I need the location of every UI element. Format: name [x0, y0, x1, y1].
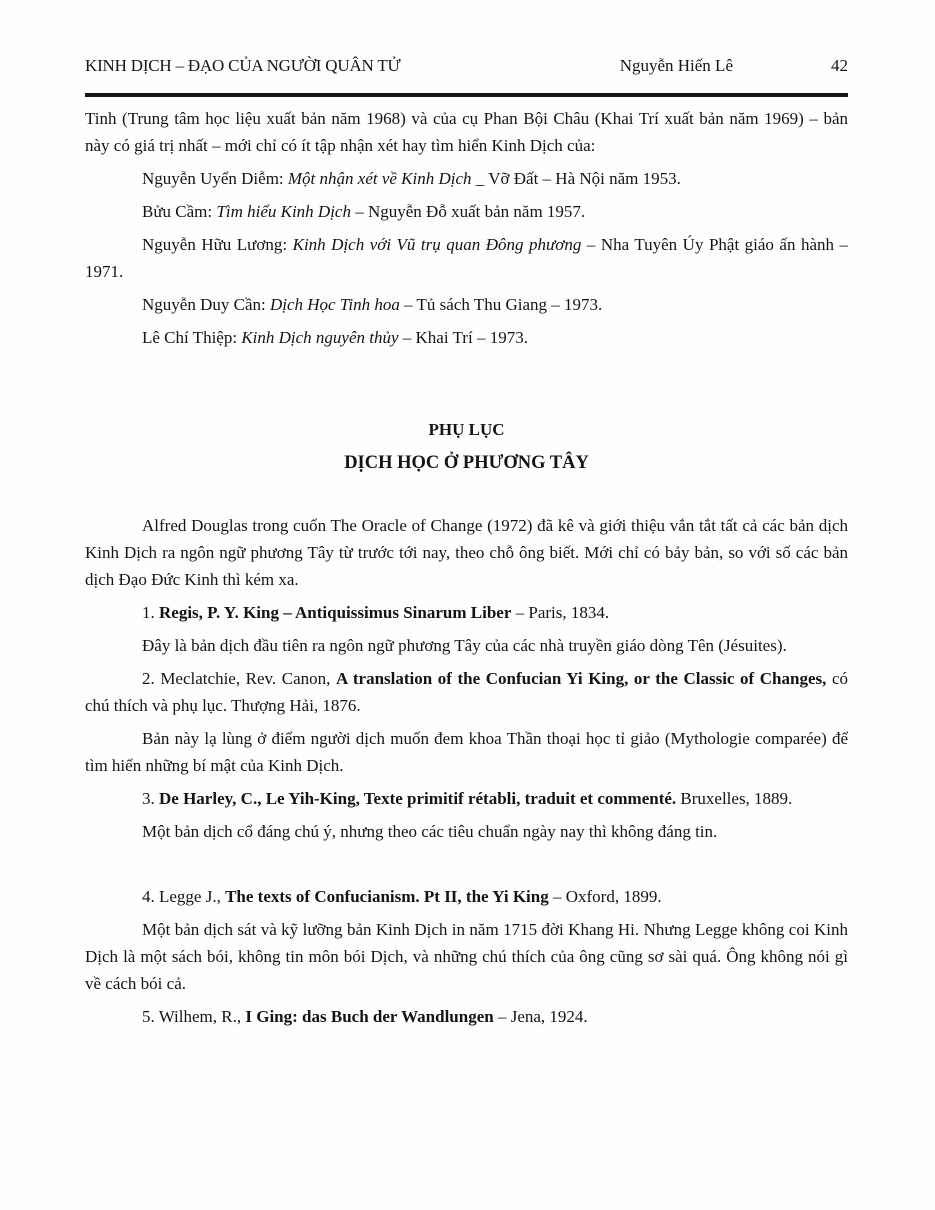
work-item [85, 324, 848, 351]
work-author: Bửu Cầm: [142, 202, 217, 221]
entry-number: 4. Legge J., [142, 887, 226, 906]
entry-imprint: có chú thích và phụ lục. Thượng Hải, 1876. [85, 669, 848, 715]
entry-number: 3. [142, 789, 159, 808]
work-title: Tìm hiểu Kinh Dịch [216, 202, 351, 221]
work-title: Kinh Dịch nguyên thủy [241, 328, 399, 347]
page-header [85, 54, 848, 78]
work-publisher: _ Vỡ Đất – Hà Nội năm 1953. [471, 169, 681, 188]
entry-title: The texts of Confucianism. Pt II, the Yi King [225, 887, 549, 906]
running-head-title: KINH DỊCH – ĐẠO CỦA NGƯỜI QUÂN TỬ [85, 56, 401, 75]
entry-imprint: – Oxford, 1899. [548, 887, 662, 906]
entry-title: De Harley, C., Le Yih-King, Texte primitif rétabli, traduit et commenté. [159, 789, 677, 808]
work-author: Nguyễn Uyển Diễm: [142, 169, 288, 188]
entry-comment: Bản này lạ lùng ở điểm người dịch muốn đem khoa Thần thoại học tỉ giảo (Mythologie comparée) để tìm hiển những bí mật của Kinh Dịch. [85, 729, 848, 775]
entry-comment: Đây là bản dịch đầu tiên ra ngôn ngữ phương Tây của các nhà truyền giáo dòng Tên (Jésuites). [142, 636, 787, 655]
bibliography-entry [85, 665, 848, 719]
entry-title: I Ging: das Buch der Wandlungen [245, 1007, 494, 1026]
work-publisher: – Nguyễn Đỗ xuất bản năm 1957. [350, 202, 586, 221]
entry-comment: Một bản dịch sát và kỹ lưỡng bản Kinh Dịch in năm 1715 đời Khang Hi. Nhưng Legge không coi Kinh Dịch là một sách bói, không tin môn bói Dịch, và những chú thích của ông cũng sơ sài quá. Ông không nói gì về cách bói cả. [85, 920, 848, 993]
appendix-subtitle: DỊCH HỌC Ở PHƯƠNG TÂY [344, 453, 589, 473]
entry-imprint: – Jena, 1924. [493, 1007, 588, 1026]
page-body [85, 105, 848, 1030]
work-item [85, 231, 848, 285]
work-item [85, 291, 848, 318]
entry-comment: Một bản dịch cổ đáng chú ý, nhưng theo các tiêu chuẩn ngày nay thì không đáng tin. [142, 822, 718, 841]
work-publisher: – Nha Tuyên Úy Phật giáo ấn hành – 1971. [85, 235, 848, 281]
entry-number: 2. Meclatchie, Rev. Canon, [142, 669, 336, 688]
entry-title: Regis, P. Y. King – Antiquissimus Sinarum Liber [159, 603, 512, 622]
work-publisher: – Tủ sách Thu Giang – 1973. [399, 295, 603, 314]
entry-imprint: Bruxelles, 1889. [676, 789, 793, 808]
work-title: Dịch Học Tinh hoa [269, 295, 400, 314]
work-author: Nguyễn Hữu Lương: [142, 235, 293, 254]
entry-number: 1. [142, 603, 159, 622]
entry-number: 5. Wilhem, R., [142, 1007, 246, 1026]
entry-imprint: – Paris, 1834. [511, 603, 610, 622]
author-name: Nguyễn Hiến Lê [619, 56, 733, 75]
entry-title: A translation of the Confucian Yi King, or the Classic of Changes, [335, 669, 827, 688]
work-title: Một nhận xét về Kinh Dịch [287, 169, 472, 188]
page-number: 42 [831, 56, 848, 75]
running-head-right [620, 54, 848, 78]
work-author: Lê Chí Thiệp: [142, 328, 242, 347]
header-divider-rule [85, 93, 848, 97]
bibliography-entry [85, 599, 848, 626]
bibliography-entry [85, 1003, 848, 1030]
work-publisher: – Khai Trí – 1973. [398, 328, 528, 347]
bibliography-entry [85, 785, 848, 812]
appendix-intro-paragraph: Alfred Douglas trong cuốn The Oracle of Change (1972) đã kê và giới thiệu vắn tắt tất cả các bản dịch Kinh Dịch ra ngôn ngữ phương Tây từ trước tới nay, theo chỗ ông biết. Mới chỉ có bảy bản, so với số các bản dịch Đạo Đức Kinh thì kém xa. [85, 516, 848, 589]
intro-paragraph: Tinh (Trung tâm học liệu xuất bản năm 1968) và của cụ Phan Bội Châu (Khai Trí xuất bản năm 1969) – bản này có giá trị nhất – mới chỉ có ít tập nhận xét hay tìm hiển Kinh Dịch của: [85, 109, 848, 155]
work-author: Nguyễn Duy Cần: [142, 295, 270, 314]
appendix-headings [85, 417, 848, 476]
work-item [85, 165, 848, 192]
bibliography-entry [85, 883, 848, 910]
appendix-title: PHỤ LỤC [428, 420, 505, 439]
work-title: Kinh Dịch với Vũ trụ quan Đông phương [292, 235, 582, 254]
work-item [85, 198, 848, 225]
